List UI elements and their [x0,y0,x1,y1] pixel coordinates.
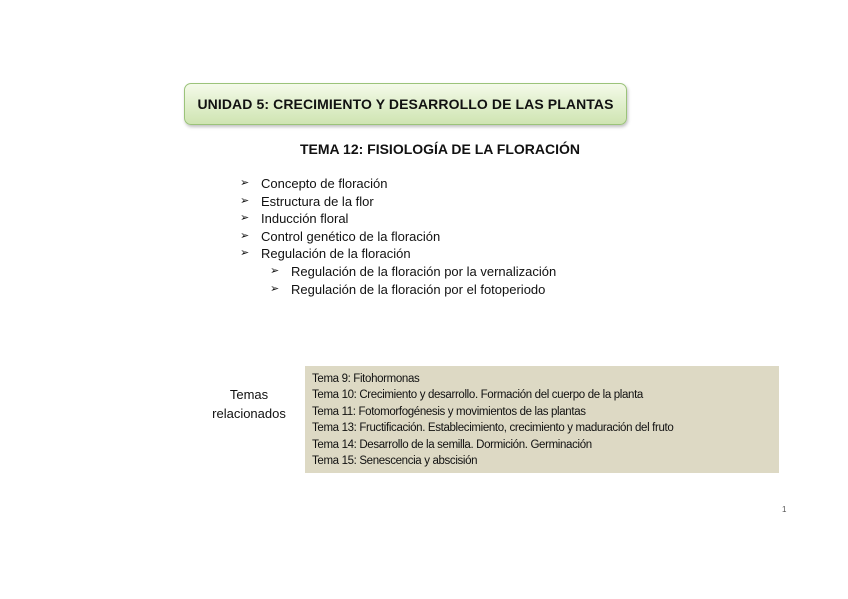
topic-list [240,175,556,300]
arrow-bullet-icon: ➢ [240,247,250,259]
topic-label: Concepto de floración [261,176,388,191]
subtopic-label: Regulación de la floración por el fotoperiodo [291,282,546,297]
sub-list-item [270,263,556,282]
topic-label: Regulación de la floración [261,246,411,261]
related-topic-item: Tema 10: Crecimiento y desarrollo. Formación del cuerpo de la planta [312,389,643,402]
arrow-bullet-icon: ➢ [240,194,250,207]
arrow-bullet-icon: ➢ [240,212,250,224]
topic-label: Estructura de la flor [261,193,374,209]
related-topic-item: Tema 9: Fitohormonas [312,373,420,385]
unit-title-box [184,83,627,125]
sub-list-item [270,281,556,300]
arrow-bullet-icon: ➢ [240,229,250,242]
list-item [240,228,556,246]
list-item [240,175,556,193]
arrow-bullet-icon: ➢ [270,283,280,295]
related-label-line: relacionados [212,406,286,421]
arrow-bullet-icon: ➢ [270,264,280,277]
list-item [240,210,556,228]
list-item [240,193,556,211]
page-number: 1 [782,505,787,514]
arrow-bullet-icon: ➢ [240,177,250,189]
topic-label: Inducción floral [261,211,349,226]
tema-title: TEMA 12: FISIOLOGÍA DE LA FLORACIÓN [300,141,580,157]
related-topics-box [305,366,779,473]
related-label-line: Temas [229,387,269,402]
related-topic-item: Tema 13: Fructificación. Establecimiento, crecimiento y maduración del fruto [312,422,674,435]
subtopic-label: Regulación de la floración por la vernalización [291,263,557,279]
related-topic-item: Tema 15: Senescencia y abscisión [312,455,478,468]
related-topic-item: Tema 14: Desarrollo de la semilla. Dormición. Germinación [312,438,592,451]
list-item [240,245,556,263]
topic-label: Control genético de la floración [261,228,441,244]
unit-title: UNIDAD 5: CRECIMIENTO Y DESARROLLO DE LAS PLANTAS [197,96,614,112]
related-topics-label [205,385,293,423]
related-topic-item: Tema 11: Fotomorfogénesis y movimientos de las plantas [312,405,586,418]
